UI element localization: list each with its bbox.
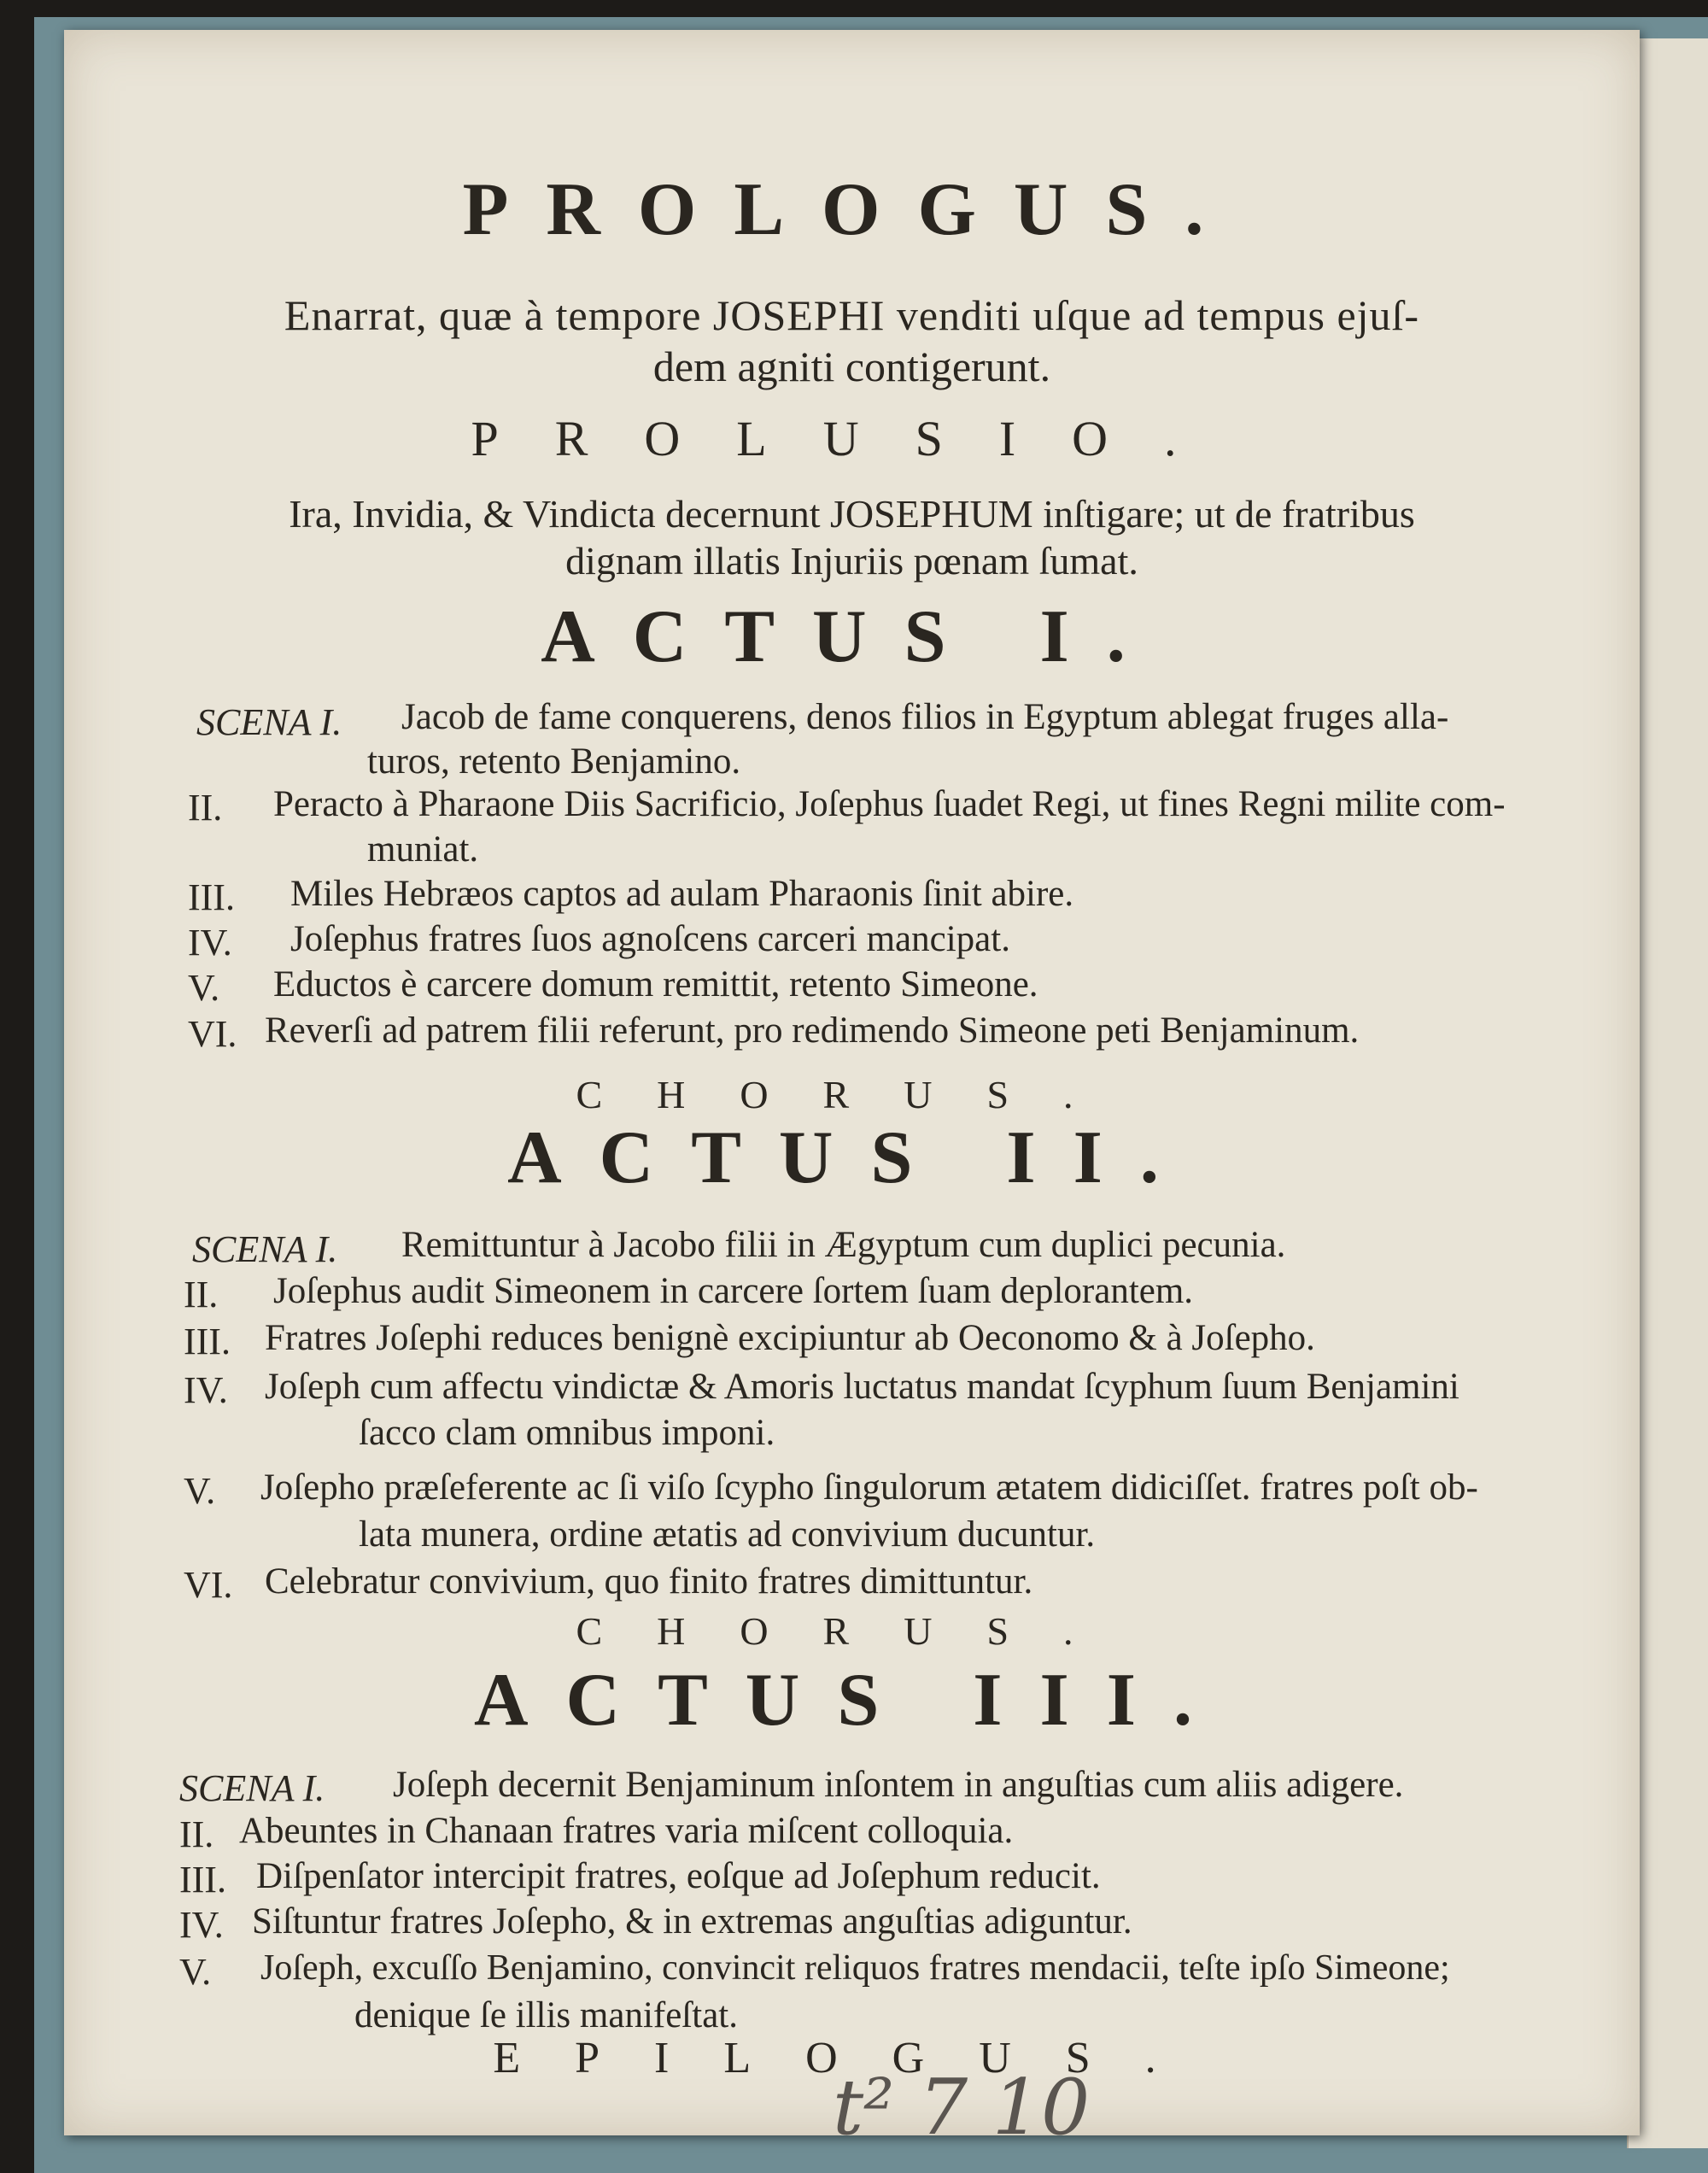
scene-text: Joſephus fratres ſuos agnoſcens carceri mancipat.: [290, 919, 1010, 959]
epilogus-title: EPILOGUS.: [493, 2034, 1211, 2082]
scene-text: Celebratur convivium, quo finito fratres dimittuntur.: [265, 1561, 1033, 1602]
prolusio-text-2: dignam illatis Injuriis pœnam ſumat.: [565, 539, 1138, 583]
chorus-2: CHORUS.: [576, 1609, 1128, 1653]
scene-text: Remittuntur à Jacobo filii in Ægyptum cum duplici pecunia.: [401, 1225, 1286, 1265]
scene-text-cont: turos, retento Benjamino.: [367, 741, 741, 782]
scene-number: SCENA I.: [192, 1228, 338, 1270]
actus-2-title: ACTUS II.: [507, 1116, 1196, 1199]
scene-number: V.: [184, 1470, 216, 1512]
actus-3-title: ACTUS III.: [473, 1659, 1231, 1742]
prolusio-text-1: Ira, Invidia, & Vindicta decernunt JOSEPHUM inſtigare; ut de fratribus: [289, 492, 1415, 536]
printed-page: [64, 30, 1640, 2152]
scene-number: III.: [184, 1321, 231, 1362]
prolusio-title: PROLUSIO.: [471, 411, 1233, 466]
actus-1-title: ACTUS I.: [541, 595, 1163, 678]
scene-text: Reverſi ad patrem filii referunt, pro redimendo Simeone peti Benjaminum.: [265, 1010, 1360, 1051]
scene-number: IV.: [184, 1369, 228, 1411]
scene-number: V.: [188, 967, 220, 1009]
scene-number: III.: [179, 1859, 226, 1901]
scene-text: Joſepho præſeferente ac ſi viſo ſcypho ſingulorum ætatem didiciſſet. fratres poſt ob-: [260, 1467, 1478, 1508]
scene-number: III.: [188, 876, 235, 918]
prologus-text-1: Enarrat, quæ à tempore JOSEPHI venditi uſque ad tempus ejuſ-: [284, 291, 1420, 339]
scene-number: VI.: [184, 1564, 233, 1606]
scene-number: II.: [179, 1813, 214, 1855]
scene-text-cont: ſacco clam omnibus imponi.: [359, 1413, 775, 1453]
scene-text: Siſtuntur fratres Joſepho, & in extremas anguſtias adiguntur.: [252, 1901, 1132, 1942]
scene-text: Joſeph cum affectu vindictæ & Amoris luctatus mandat ſcyphum ſuum Benjamini: [265, 1367, 1459, 1407]
scene-text: Joſephus audit Simeonem in carcere ſortem ſuam deplorantem.: [273, 1271, 1194, 1311]
scene-text: Jacob de fame conquerens, denos filios in Egyptum ablegat fruges alla-: [401, 697, 1449, 737]
scene-text: Fratres Joſephi reduces benignè excipiuntur ab Oeconomo & à Joſepho.: [265, 1318, 1315, 1358]
scene-number: II.: [184, 1274, 219, 1315]
prologus-title: PROLOGUS.: [462, 168, 1242, 251]
chorus-1: CHORUS.: [576, 1073, 1128, 1116]
scene-number: IV.: [188, 922, 232, 964]
scene-number: IV.: [179, 1904, 224, 1946]
scene-text: Joſeph, excuſſo Benjamino, convincit reliquos fratres mendacii, teſte ipſo Simeone;: [260, 1948, 1450, 1988]
scene-text: Miles Hebræos captos ad aulam Pharaonis ſinit abire.: [290, 874, 1074, 914]
scene-number: SCENA I.: [179, 1767, 325, 1809]
scene-text: Peracto à Pharaone Diis Sacrificio, Joſephus ſuadet Regi, ut fines Regni milite com-: [273, 784, 1506, 824]
scene-text-cont: denique ſe illis manifeſtat.: [354, 1995, 738, 2035]
prologus-text-2: dem agniti contigerunt.: [652, 343, 1051, 390]
scene-text-cont: lata munera, ordine ætatis ad convivium ducuntur.: [359, 1514, 1096, 1555]
scene-text: Eductos è carcere domum remittit, retento Simeone.: [273, 964, 1038, 1004]
scene-number: II.: [188, 787, 223, 829]
handwritten-shelfmark: t² 7 10: [833, 2063, 1091, 2152]
scene-text: Diſpenſator intercipit fratres, eoſque ad Joſephum reducit.: [256, 1856, 1101, 1896]
scene-number: SCENA I.: [196, 701, 342, 743]
scene-text: Abeuntes in Chanaan fratres varia miſcent colloquia.: [239, 1811, 1014, 1851]
scene-number: V.: [179, 1951, 212, 1993]
scene-text-cont: muniat.: [367, 829, 479, 870]
scene-number: VI.: [188, 1013, 237, 1055]
scene-text: Joſeph decernit Benjaminum inſontem in anguſtias cum aliis adigere.: [393, 1765, 1404, 1805]
